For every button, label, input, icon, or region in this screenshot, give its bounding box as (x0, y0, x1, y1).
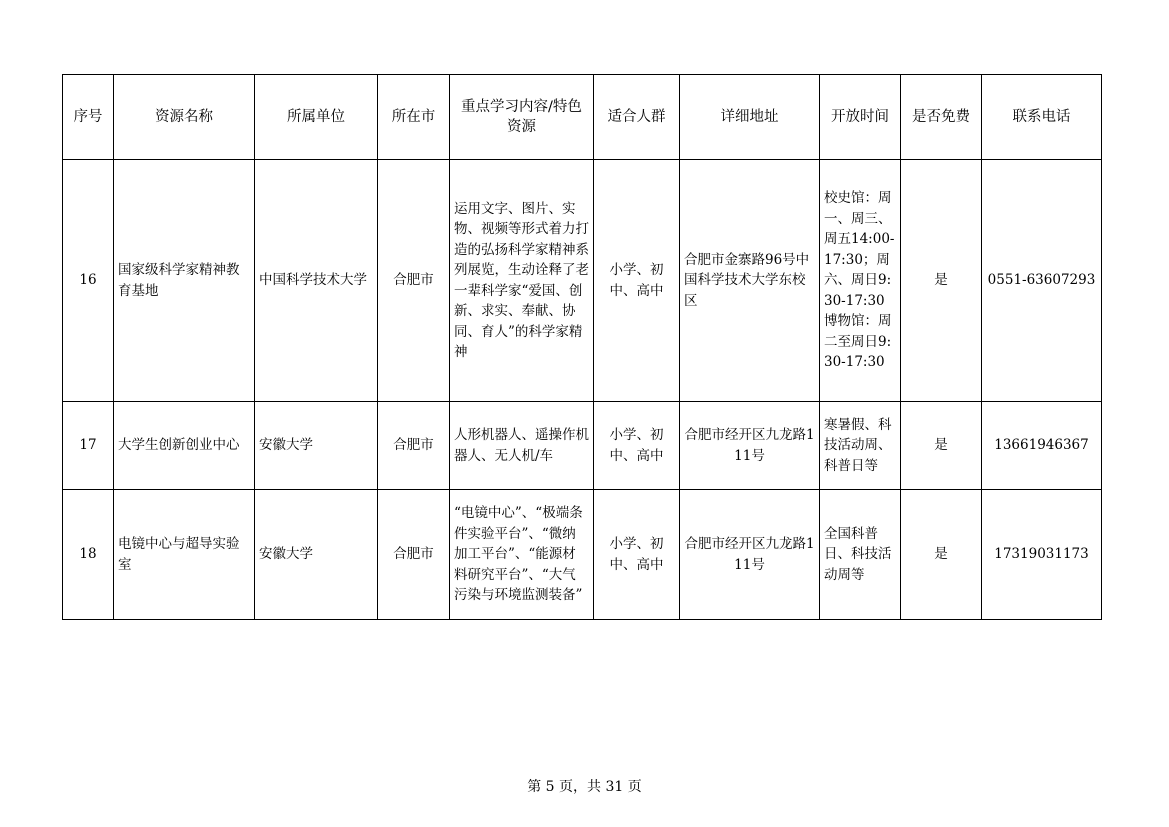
cell-phone: 0551-63607293 (982, 160, 1102, 402)
header-cell-audience: 适合人群 (594, 75, 680, 160)
header-cell-city: 所在市 (378, 75, 450, 160)
cell-no: 17 (63, 402, 114, 490)
cell-free: 是 (901, 160, 982, 402)
table-row (63, 402, 1102, 490)
cell-content: 运用文字、图片、实物、视频等形式着力打造的弘扬科学家精神系列展览，生动诠释了老一辈科学家“爱国、创新、求实、奉献、协同、育人”的科学家精神 (450, 160, 594, 402)
cell-hours: 全国科普日、科技活动周等 (820, 490, 901, 620)
cell-city: 合肥市 (378, 490, 450, 620)
header-cell-content: 重点学习内容/特色资源 (450, 75, 594, 160)
cell-phone: 17319031173 (982, 490, 1102, 620)
cell-free: 是 (901, 402, 982, 490)
cell-address: 合肥市经开区九龙路111号 (680, 402, 820, 490)
header-cell-phone: 联系电话 (982, 75, 1102, 160)
cell-phone: 13661946367 (982, 402, 1102, 490)
cell-hours: 寒暑假、科技活动周、科普日等 (820, 402, 901, 490)
cell-name: 电镜中心与超导实验室 (114, 490, 255, 620)
cell-city: 合肥市 (378, 402, 450, 490)
header-cell-no: 序号 (63, 75, 114, 160)
cell-hours: 校史馆：周一、周三、周五14:00-17:30；周六、周日9:30-17:30博物馆：周二至周日9:30-17:30 (820, 160, 901, 402)
resource-table (62, 74, 1102, 620)
cell-free: 是 (901, 490, 982, 620)
cell-unit: 安徽大学 (255, 490, 378, 620)
cell-name: 国家级科学家精神教育基地 (114, 160, 255, 402)
header-cell-unit: 所属单位 (255, 75, 378, 160)
cell-address: 合肥市经开区九龙路111号 (680, 490, 820, 620)
header-cell-hours: 开放时间 (820, 75, 901, 160)
page-footer: 第 5 页，共 31 页 (527, 779, 642, 795)
cell-audience: 小学、初中、高中 (594, 490, 680, 620)
cell-unit: 安徽大学 (255, 402, 378, 490)
cell-no: 16 (63, 160, 114, 402)
table-row (63, 490, 1102, 620)
header-cell-address: 详细地址 (680, 75, 820, 160)
header-cell-free: 是否免费 (901, 75, 982, 160)
cell-audience: 小学、初中、高中 (594, 402, 680, 490)
cell-unit: 中国科学技术大学 (255, 160, 378, 402)
cell-content: “电镜中心”、“极端条件实验平台”、“微纳加工平台”、“能源材料研究平台”、“大气污染与环境监测装备” (450, 490, 594, 620)
cell-name: 大学生创新创业中心 (114, 402, 255, 490)
cell-content: 人形机器人、遥操作机器人、无人机/车 (450, 402, 594, 490)
cell-city: 合肥市 (378, 160, 450, 402)
cell-no: 18 (63, 490, 114, 620)
table-header-row (63, 75, 1102, 160)
table-row (63, 160, 1102, 402)
header-cell-name: 资源名称 (114, 75, 255, 160)
cell-address: 合肥市金寨路96号中国科学技术大学东校区 (680, 160, 820, 402)
cell-audience: 小学、初中、高中 (594, 160, 680, 402)
